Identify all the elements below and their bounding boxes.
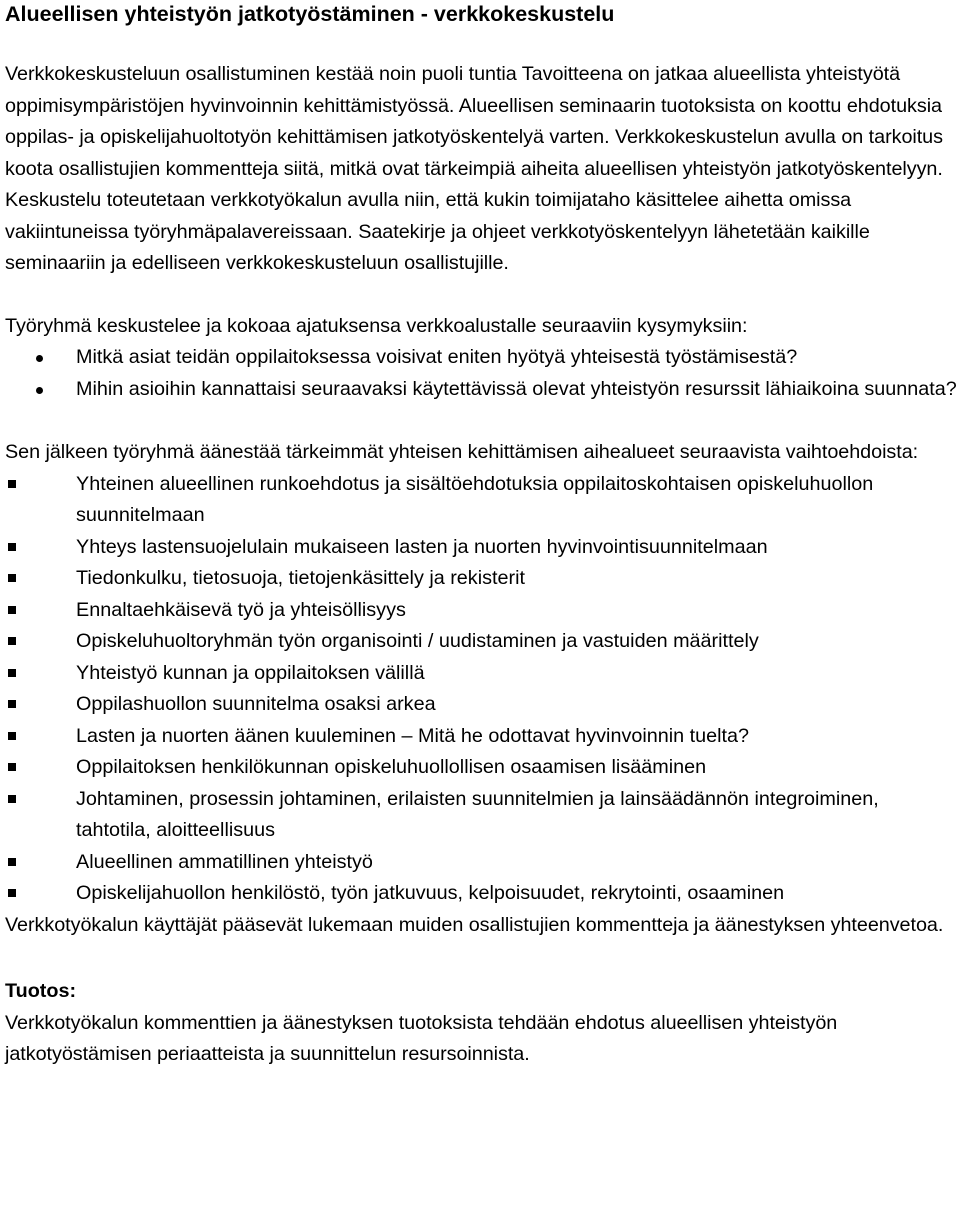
vote-option [5, 721, 957, 753]
vote-option-text: Opiskelijahuollon henkilöstö, työn jatkuvuus, kelpoisuudet, rekrytointi, osaaminen [76, 882, 785, 904]
output-heading: Tuotos: [5, 980, 77, 1002]
vote-option-text: Ennaltaehkäisevä työ ja yhteisöllisyys [76, 598, 406, 621]
questions-list [5, 342, 957, 405]
bullet-square-icon [8, 732, 16, 740]
vote-option-text: Oppilashuollon suunnitelma osaksi arkea [76, 693, 436, 715]
bullet-square-icon [8, 858, 16, 866]
vote-option-text: Johtaminen, prosessin johtaminen, erilaisten suunnitelmien ja lainsäädännön integroiminen, tahtotila, aloitteellisuus [76, 787, 879, 841]
vote-option [5, 469, 957, 532]
vote-option-text: Yhteys lastensuojelulain mukaiseen lasten ja nuorten hyvinvointisuunnitelmaan [76, 535, 768, 558]
vote-option-text: Yhteistyö kunnan ja oppilaitoksen välillä [76, 661, 425, 684]
vote-option [5, 658, 957, 690]
question-text: Mitkä asiat teidän oppilaitoksessa voisivat eniten hyötyä yhteisestä työstämisestä? [76, 346, 798, 368]
document-title: Alueellisen yhteistyön jatkotyöstäminen - verkkokeskustelu [5, 2, 615, 26]
vote-option [5, 878, 957, 910]
bullet-square-icon [8, 480, 16, 488]
bullet-dot-icon [36, 387, 43, 394]
vote-option [5, 784, 957, 847]
question-item [5, 374, 957, 406]
bullet-square-icon [8, 700, 16, 708]
vote-option [5, 752, 957, 784]
after-vote-paragraph: Verkkotyökalun käyttäjät pääsevät lukemaan muiden osallistujien kommentteja ja äänestyksen yhteenvetoa. [5, 913, 944, 936]
bullet-dot-icon [36, 355, 43, 362]
question-item [5, 342, 957, 374]
bullet-square-icon [8, 543, 16, 551]
question-text: Mihin asioihin kannattaisi seuraavaksi käytettävissä olevat yhteistyön resurssit lähiaikoina suunnata? [76, 377, 957, 400]
vote-option [5, 563, 957, 595]
vote-options-list [5, 469, 957, 910]
bullet-square-icon [8, 795, 16, 803]
vote-option [5, 689, 957, 721]
intro-paragraph: Verkkokeskusteluun osallistuminen kestää noin puoli tuntia Tavoitteena on jatkaa alueellista yhteistyötä oppimisympäristöjen hyvinvoinnin kehittämistyössä. Alueellisen seminaarin tuotoksista on koottu ehdotuksia oppilas- ja opiskelijahuoltotyön kehittämisen jatkotyöskentelyä varten. Verkkokeskustelun avulla on tarkoitus koota osallistujien kommentteja siitä, mitkä ovat tärkeimpiä aiheita alueellisen yhteistyön jatkotyöskentelyyn. Keskustelu toteutetaan verkkotyökalun avulla niin, että kukin toimijataho käsittelee aihetta omissa vakiintuneissa työryhmäpalavereissaan. Saatekirje ja ohjeet verkkotyöskentelyyn lähetetään kaikille seminaariin ja edelliseen verkkokeskusteluun osallistujille. [5, 63, 943, 274]
vote-option-text: Tiedonkulku, tietosuoja, tietojenkäsittely ja rekisterit [76, 567, 525, 589]
vote-option-text: Alueellinen ammatillinen yhteistyö [76, 850, 373, 873]
vote-option-text: Yhteinen alueellinen runkoehdotus ja sisältöehdotuksia oppilaitoskohtaisen opiskeluhuollon suunnitelmaan [76, 472, 874, 526]
document-page [5, 0, 957, 1071]
vote-option-text: Lasten ja nuorten äänen kuuleminen – Mitä he odottavat hyvinvoinnin tuelta? [76, 724, 750, 747]
vote-option-text: Oppilaitoksen henkilökunnan opiskeluhuollollisen osaamisen lisääminen [76, 756, 707, 778]
output-paragraph: Verkkotyökalun kommenttien ja äänestyksen tuotoksista tehdään ehdotus alueellisen yhteistyön jatkotyöstämisen periaatteista ja suunnittelun resursoinnista. [5, 1011, 838, 1065]
vote-option-text: Opiskeluhuoltoryhmän työn organisointi / uudistaminen ja vastuiden määrittely [76, 630, 759, 652]
bullet-square-icon [8, 669, 16, 677]
bullet-square-icon [8, 606, 16, 614]
vote-option [5, 595, 957, 627]
bullet-square-icon [8, 574, 16, 582]
bullet-square-icon [8, 637, 16, 645]
bullet-square-icon [8, 889, 16, 897]
vote-option [5, 847, 957, 879]
questions-intro: Työryhmä keskustelee ja kokoaa ajatuksensa verkkoalustalle seuraaviin kysymyksiin: [5, 314, 748, 337]
bullet-square-icon [8, 763, 16, 771]
vote-option [5, 626, 957, 658]
vote-intro: Sen jälkeen työryhmä äänestää tärkeimmät yhteisen kehittämisen aihealueet seuraavista vaihtoehdoista: [5, 441, 919, 463]
vote-option [5, 532, 957, 564]
